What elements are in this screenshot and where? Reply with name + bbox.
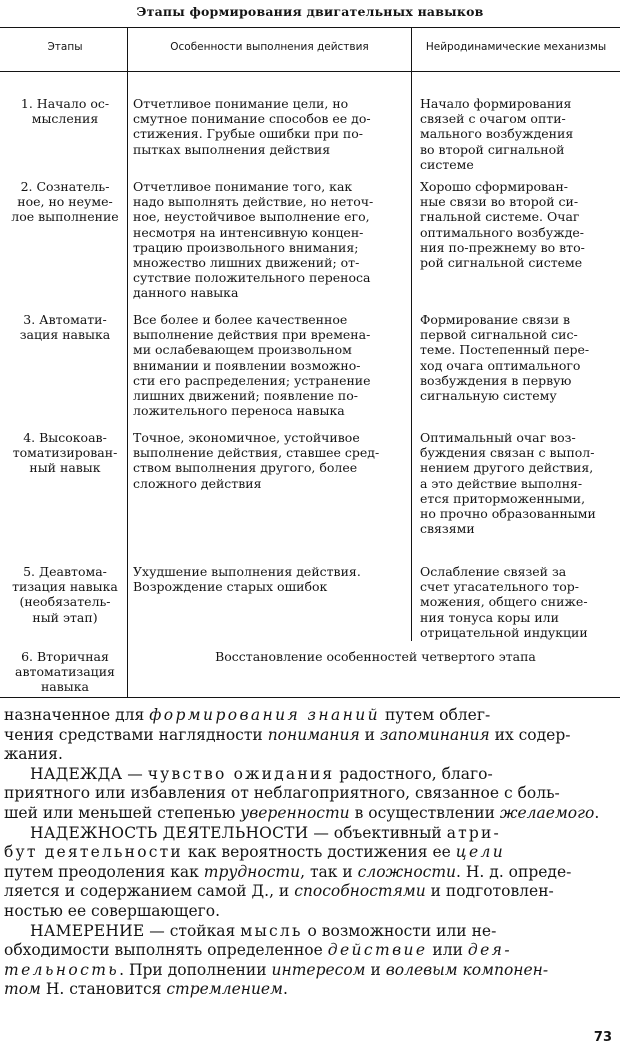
nadezhnost-line-5: ностью ее совершающего. xyxy=(4,901,220,920)
row-2-stage: 2. Сознатель- ное, но неуме- лое выполнение xyxy=(11,179,119,225)
row-3-features: Все более и более качественное выполнение действия при времена- ми ослабевающем произвольном внимании и появлении возможно- сти его распределения; устранение лишних движений; появление по- ложительного переноса навыка xyxy=(133,312,371,419)
p1-line-2: чения средствами наглядности понимания и запоминания их содер- xyxy=(4,725,571,744)
nadezhnost-line-3: путем преодоления как трудности, так и сложности. Н. д. опреде- xyxy=(4,862,572,881)
body-text xyxy=(4,706,616,1000)
nadezhda-line-2: приятного или избавления от неблагоприятного, связанное с боль- xyxy=(4,784,560,803)
nadezhnost-line-4: ляется и содержанием самой Д., и способностями и подготовлен- xyxy=(4,882,554,901)
row-6-merged: Восстановление особенностей четвертого этапа xyxy=(215,649,536,664)
row-2-mechanisms: Хорошо сформирован- ные связи во второй си- гнальной системе. Очаг оптимального возбужде- ния по-прежнему во вто- рой сигнальной системе xyxy=(420,179,585,271)
row-1-features: Отчетливое понимание цели, но смутное понимание способов ее до- стижения. Грубые ошибки при по- пытках выполнения действия xyxy=(133,96,371,157)
namerenie-line-3: тельность. При дополнении интересом и волевым компонен- xyxy=(4,960,549,979)
p1-line-1: назначенное для формирования знаний путем облег- xyxy=(4,706,491,724)
nadezhda-line-1: НАДЕЖДА — чувство ожидания радостного, благо- xyxy=(30,764,493,783)
row-6-stage: 6. Вторичная автоматизация навыка xyxy=(15,649,115,695)
column-divider-2 xyxy=(411,27,412,641)
row-2-features: Отчетливое понимание того, как надо выполнять действие, но неточ- ное, неустойчивое выполнение его, несмотря на интенсивную концен- трацию произвольного внимания; множество лишних движений; от- сутствие положительного переноса данного навыка xyxy=(133,179,374,301)
row-5-stage: 5. Деавтома- тизация навыка (необязатель- ный этап) xyxy=(12,564,118,625)
row-1-mechanisms: Начало формирования связей с очагом опти- мального возбуждения во второй сигнальной системе xyxy=(420,96,574,172)
header-features: Особенности выполнения действия xyxy=(170,41,369,53)
header-mechanisms: Нейродинамические механизмы xyxy=(425,41,607,53)
row-1-stage: 1. Начало ос- мысления xyxy=(20,96,110,127)
header-stages: Этапы xyxy=(47,41,83,53)
row-4-features: Точное, экономичное, устойчивое выполнение действия, ставшее сред- ством выполнения другого, более сложного действия xyxy=(133,430,380,491)
nadezhnost-line-2: бут деятельности как вероятность достижения ее цели xyxy=(4,843,506,862)
namerenie-line-2: обходимости выполнять определенное действие или дея- xyxy=(4,941,512,960)
row-3-stage: 3. Автомати- зация навыка xyxy=(19,312,111,343)
column-divider-1 xyxy=(127,27,128,697)
p1-line-3: жания. xyxy=(4,745,63,764)
table-top-rule xyxy=(0,27,620,28)
page-number: 73 xyxy=(593,1030,612,1045)
namerenie-line-1: НАМЕРЕНИЕ — стойкая мысль о возможности или не- xyxy=(30,921,497,940)
row-4-stage: 4. Высокоав- томатизирован- ный навык xyxy=(12,430,118,476)
row-3-mechanisms: Формирование связи в первой сигнальной сис- теме. Постепенный пере- ход очага оптимального возбуждения в первую сигнальную систему xyxy=(420,312,590,404)
namerenie-line-4: том Н. становится стремлением. xyxy=(4,980,288,999)
table-title: Этапы формирования двигательных навыков xyxy=(136,4,484,19)
row-5-mechanisms: Ослабление связей за счет угасательного тор- можения, общего сниже- ния тонуса коры или отрицательной индукции xyxy=(420,564,588,640)
nadezhda-line-3: шей или меньшей степенью уверенности в осуществлении желаемого. xyxy=(4,803,600,822)
row-4-mechanisms: Оптимальный очаг воз- буждения связан с выпол- нением другого действия, а это действие выполня- ется приторможенными, но прочно образованными связями xyxy=(420,430,596,537)
row-5-features: Ухудшение выполнения действия. Возрождение старых ошибок xyxy=(133,564,361,595)
table-header-rule xyxy=(0,71,620,72)
nadezhnost-line-1: НАДЕЖНОСТЬ ДЕЯТЕЛЬНОСТИ — объективный атри- xyxy=(30,823,501,842)
table-bottom-rule xyxy=(0,697,620,698)
